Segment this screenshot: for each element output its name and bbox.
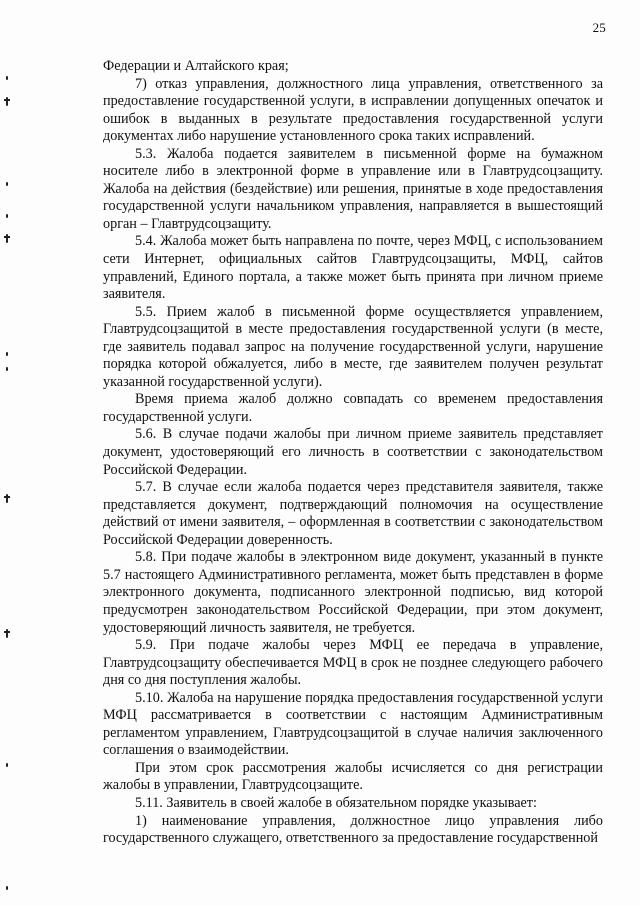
scan-mark <box>6 214 8 218</box>
scan-mark <box>6 234 8 243</box>
page-number: 25 <box>592 20 606 35</box>
paragraph: При этом срок рассмотрения жалобы исчисляется со дня регистрации жалобы в управлении, Главтрудсоцзащите. <box>103 759 603 794</box>
scan-mark <box>6 494 8 503</box>
paragraph: 5.3. Жалоба подается заявителем в письменной форме на бумажном носителе либо в электронной форме в управление или в Главтрудсоцзащиту. Жалоба на действия (бездействие) или решения, принятые в ходе предоставления государственной услуги начальником управления, направляется в вышестоящий орган – Главтрудсоцзащиту. <box>103 145 603 232</box>
paragraph: Время приема жалоб должно совпадать со временем предоставления государственной услуги. <box>103 391 603 425</box>
scan-mark <box>6 182 8 186</box>
scan-mark <box>6 367 8 371</box>
scan-mark <box>6 886 8 890</box>
paragraph: 5.4. Жалоба может быть направлена по почте, через МФЦ, с использованием сети Интернет, официальных сайтов Главтрудсоцзащиты, МФЦ, сайтов управлений, Единого портала, а также может быть принята при личном приеме заявителя. <box>103 233 603 303</box>
paragraph: 5.10. Жалоба на нарушение порядка предоставления государственной услуги МФЦ рассматривается в соответствии с настоящим Административным регламентом управлением, Главтрудсоцзащитой в случае наличия заключенного соглашения о взаимодействии. <box>103 689 603 759</box>
scan-mark <box>6 629 8 638</box>
paragraph: 5.5. Прием жалоб в письменной форме осуществляется управлением, Главтрудсоцзащитой в месте предоставления государственной услуги (в месте, где заявитель подавал запрос на получение государственной услуги, нарушение порядка которой обжалуется, либо в месте, где заявителем получен результат указанной государственной услуги). <box>103 303 603 390</box>
paragraph: 5.11. Заявитель в своей жалобе в обязательном порядке указывает: <box>135 794 537 811</box>
paragraph: 1) наименование управления, должностное лицо управления либо государственного служащего, ответственного за предоставление государственной <box>103 812 603 847</box>
paragraph: 5.8. При подаче жалобы в электронном виде документ, указанный в пункте 5.7 настоящего Административного регламента, может быть представлен в форме электронного документа, подписанного электронной подписью, вид которой предусмотрен законодательством Российской Федерации, при этом документ, удостоверяющий личность заявителя, не требуется. <box>103 549 603 636</box>
paragraph: 5.7. В случае если жалоба подается через представителя заявителя, также представляется документ, подтверждающий полномочия на осуществление действий от имени заявителя, – оформленная в соответствии с законодательством Российской Федерации доверенность. <box>103 479 603 548</box>
scan-mark <box>6 76 8 80</box>
paragraph: Федерации и Алтайского края; <box>103 58 289 74</box>
scan-mark <box>6 97 8 106</box>
scan-mark <box>6 763 8 767</box>
scan-mark <box>6 352 8 356</box>
paragraph: 7) отказ управления, должностного лица управления, ответственного за предоставление государственной услуги, в исправлении допущенных опечаток и ошибок в выданных в результате предоставления государственной услуги документах либо нарушение установленного срока таких исправлений. <box>103 75 603 145</box>
paragraph: 5.6. В случае подачи жалобы при личном приеме заявитель представляет документ, удостоверяющий его личность в соответствии с законодательством Российской Федерации. <box>103 426 603 478</box>
document-body <box>103 58 603 848</box>
paragraph: 5.9. При подаче жалобы через МФЦ ее передача в управление, Главтрудсоцзащиту обеспечивается МФЦ в срок не позднее следующего рабочего дня со дня поступления жалобы. <box>103 637 603 689</box>
